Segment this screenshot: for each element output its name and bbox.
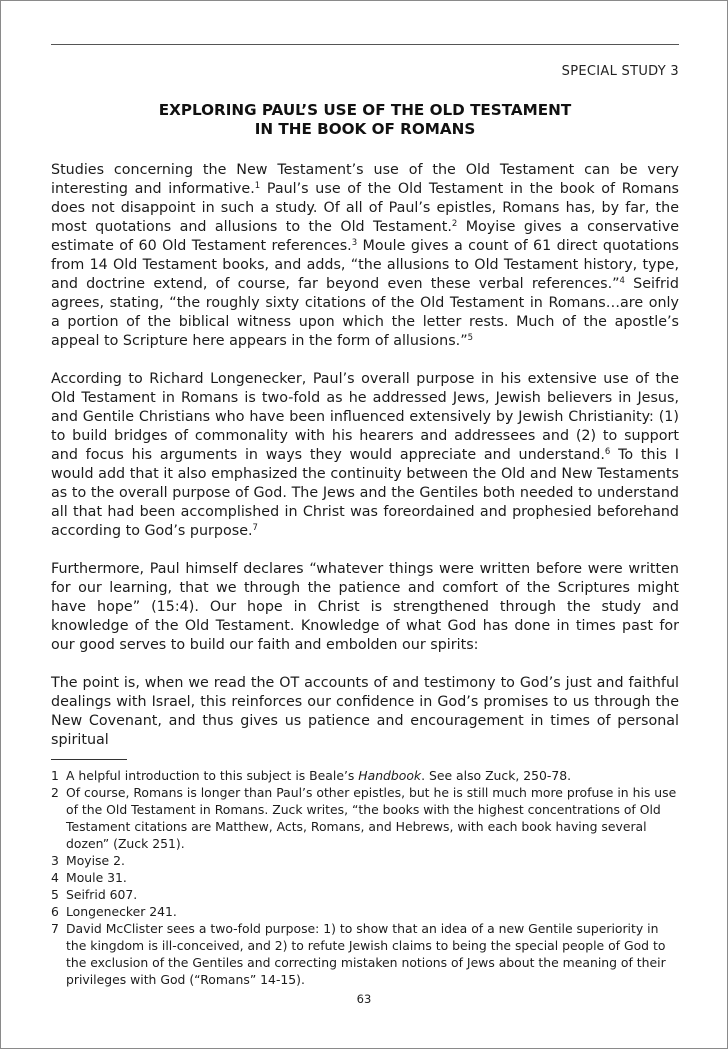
footnote-1-italic: Handbook	[358, 768, 422, 783]
page-title	[51, 101, 679, 139]
paragraph-1	[51, 161, 679, 351]
footnote-number: 6	[51, 904, 59, 919]
paragraph-3: Furthermore, Paul himself declares “whatever things were written before were written for our learning, that we through the patience and comfort of the Scriptures might have hope” (15:4). Our hope in Christ is strengthened through the study and knowledge of the Old Testament. Knowledge of what God has done in times past for our good serves to build our faith and embolden our spirits:	[51, 561, 679, 653]
p1-sentence-3: Moyise gives a conservative estimate of 60 Old Testament references.	[51, 219, 679, 254]
footnote-number: 4	[51, 870, 59, 885]
p2-sentence-1: According to Richard Longenecker, Paul’s overall purpose in his extensive use of the Old Testament in Romans is two-fold as he addressed Jews, Jewish believers in Jesus, and Gentile Christians who have been influenced extensively by Jewish Christianity: (1) to build bridges of commonality with his hearers and addressees and (2) to support and focus his arguments in ways they would appreciate and understand.	[51, 371, 679, 463]
footnote-2	[51, 784, 679, 852]
footnote-4	[51, 869, 679, 886]
footnote-separator	[51, 759, 127, 760]
footnote-text: David McClister sees a two-fold purpose: 1) to show that an idea of a new Gentile superiority in the kingdom is ill-conceived, and 2) to refute Jewish claims to being the special people of God to the exclusion of the Gentiles and correcting mistaken notions of Jews about the meaning of their privileges with God (“Romans” 14-15).	[66, 921, 666, 987]
footnote-ref-5[interactable]: 5	[467, 333, 474, 343]
footnote-1	[51, 767, 679, 784]
footnote-6	[51, 903, 679, 920]
footnote-number: 7	[51, 921, 59, 936]
footnote-number: 5	[51, 887, 59, 902]
footnotes	[51, 767, 679, 988]
p1-sentence-4: Moule gives a count of 61 direct quotations from 14 Old Testament books, and adds, “the allusions to Old Testament history, type, and doctrine extend, of course, far beyond even these verbal references.”	[51, 238, 679, 292]
footnote-ref-7[interactable]: 7	[252, 523, 258, 533]
page-number: 63	[356, 992, 372, 1006]
footnote-ref-2[interactable]: 2	[451, 219, 458, 229]
footnote-1-text-after: . See also Zuck, 250-78.	[421, 768, 572, 783]
footnote-ref-6[interactable]: 6	[604, 447, 611, 457]
footnote-3	[51, 852, 679, 869]
footnote-ref-4[interactable]: 4	[619, 276, 625, 286]
p1-sentence-5: Seifrid agrees, stating, “the roughly sixty citations of the Old Testament in Romans…are only a portion of the biblical witness upon which the letter rests. Much of the apostle’s appeal to Scripture here appears in the form of allusions.”	[51, 276, 679, 349]
title-line-1: EXPLORING PAUL’S USE OF THE OLD TESTAMENT	[158, 101, 572, 119]
footnote-text	[66, 767, 679, 784]
paragraph-4: The point is, when we read the OT accounts of and testimony to God’s just and faithful dealings with Israel, this reinforces our confidence in God’s promises to us through the New Covenant, and thus gives us patience and encouragement in times of personal spiritual	[51, 675, 679, 748]
footnote-text: Of course, Romans is longer than Paul’s other epistles, but he is still much more profuse in his use of the Old Testament in Romans. Zuck writes, “the books with the highest concentrations of Old Testament citations are Matthew, Acts, Romans, and Hebrews, with each book having several dozen” (Zuck 251).	[66, 785, 677, 851]
p1-sentence-1: Studies concerning the New Testament’s use of the Old Testament can be very interesting and informative.	[51, 162, 679, 197]
footnote-text: Moule 31.	[66, 870, 127, 885]
body-text	[51, 161, 679, 750]
footnote-ref-3[interactable]: 3	[351, 238, 358, 248]
title-line-2: IN THE BOOK OF ROMANS	[254, 120, 476, 138]
footnote-number: 2	[51, 785, 59, 800]
footnote-number: 1	[51, 768, 59, 783]
footnote-number: 3	[51, 853, 59, 868]
footnote-7	[51, 920, 679, 988]
footnote-text: Seifrid 607.	[66, 887, 138, 902]
running-head: SPECIAL STUDY 3	[561, 64, 679, 79]
header-rule	[51, 44, 679, 45]
footnote-ref-1[interactable]: 1	[254, 181, 261, 191]
paragraph-2	[51, 370, 679, 541]
p1-sentence-2: Paul’s use of the Old Testament in the book of Romans does not disappoint in such a study. Of all of Paul’s epistles, Romans has, by far, the most quotations and allusions to the Old Testament.	[51, 181, 680, 235]
footnote-5	[51, 886, 679, 903]
footnote-text: Longenecker 241.	[66, 904, 177, 919]
footnote-1-text-before: A helpful introduction to this subject is Beale’s	[66, 768, 359, 783]
footnote-text: Moyise 2.	[66, 853, 125, 868]
p2-sentence-2: To this I would add that it also emphasized the continuity between the Old and New Testaments as to the overall purpose of God. The Jews and the Gentiles both needed to understand all that had been accomplished in Christ was foreordained and prophesied beforehand according to God’s purpose.	[51, 447, 679, 539]
